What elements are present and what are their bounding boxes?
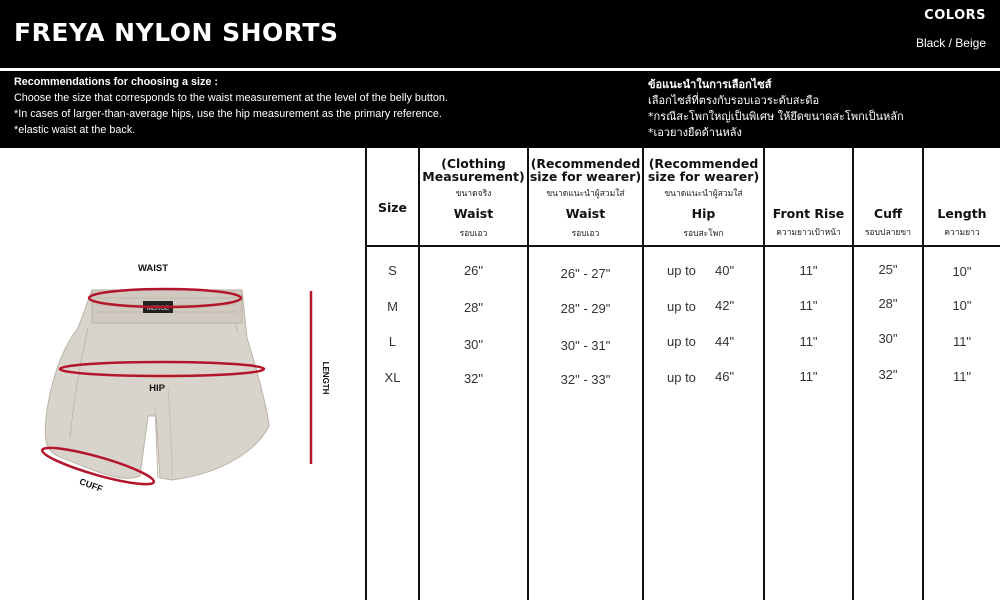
cell-length: 11" xyxy=(952,334,972,349)
column-header-cuff: Cuff รอบปลายขา xyxy=(864,206,911,238)
cell-size: XL xyxy=(384,370,401,385)
cuff-label: CUFF xyxy=(78,476,105,494)
cell-length: 10" xyxy=(952,298,972,313)
recommendation-line-thai: *เอวยางยืดด้านหลัง xyxy=(648,126,742,139)
cell-recommended-waist: 26" - 27" xyxy=(560,266,611,281)
cell-recommended-waist: 28" - 29" xyxy=(560,301,611,316)
cell-front-rise: 11" xyxy=(799,334,818,349)
cell-waist: 30" xyxy=(463,337,484,352)
cell-waist: 26" xyxy=(463,263,484,278)
cell-hip-prefix: up to xyxy=(667,263,696,278)
cell-cuff: 25" xyxy=(878,262,898,277)
cell-recommended-waist: 32" - 33" xyxy=(560,372,611,387)
colors-value: Black / Beige xyxy=(915,36,986,50)
cell-length: 11" xyxy=(952,369,972,384)
size-chart-table xyxy=(365,148,1000,600)
recommendation-line: *elastic waist at the back. xyxy=(14,124,136,136)
column-header-recommended-waist: (Recommended size for wearer) ขนาดแนะนำผู้สวมใส่ Waist รอบเอว xyxy=(529,156,642,239)
recommendation-line-thai: *กรณีสะโพกใหญ่เป็นพิเศษ ให้ยึดขนาดสะโพกเป็นหลัก xyxy=(648,110,904,123)
shorts-illustration xyxy=(0,148,365,600)
cell-waist: 32" xyxy=(463,371,484,386)
cell-cuff: 32" xyxy=(878,367,898,382)
recommendation-line: Choose the size that corresponds to the waist measurement at the level of the belly button. xyxy=(14,92,448,104)
cell-front-rise: 11" xyxy=(799,369,818,384)
recommendation-line: *In cases of larger-than-average hips, use the hip measurement as the primary reference. xyxy=(14,108,442,120)
product-title: FREYA NYLON SHORTS xyxy=(14,18,339,47)
cell-hip-prefix: up to xyxy=(667,299,696,314)
brand-tag-text: MERGE xyxy=(146,306,170,312)
cell-size: L xyxy=(388,334,397,349)
colors-heading: COLORS xyxy=(924,8,986,23)
cell-length: 10" xyxy=(952,264,972,279)
cell-cuff: 28" xyxy=(878,296,898,311)
cell-hip: 44" xyxy=(715,334,735,349)
cell-hip: 42" xyxy=(715,298,735,313)
length-label: LENGTH xyxy=(321,361,330,395)
cell-size: M xyxy=(387,299,398,314)
cell-hip-prefix: up to xyxy=(667,370,696,385)
cell-recommended-waist: 30" - 31" xyxy=(560,338,611,353)
cell-waist: 28" xyxy=(463,300,484,315)
header-bar xyxy=(0,0,1000,68)
column-header-length: Length ความยาว xyxy=(937,206,987,238)
recommendations-heading-thai: ข้อแนะนำในการเลือกไซส์ xyxy=(648,78,772,91)
cell-front-rise: 11" xyxy=(799,263,818,278)
cell-hip: 40" xyxy=(715,263,735,278)
cell-front-rise: 11" xyxy=(799,298,818,313)
cell-size: S xyxy=(388,263,397,278)
recommendations-panel xyxy=(0,71,1000,148)
header-row-divider xyxy=(365,245,1000,247)
column-header-waist-measurement: (Clothing Measurement) ขนาดจริง Waist รอบเอว xyxy=(422,156,525,239)
recommendations-thai xyxy=(648,77,904,141)
column-header-front-rise: Front Rise ความยาวเป้าหน้า xyxy=(772,206,845,238)
recommendation-line-thai: เลือกไซส์ที่ตรงกับรอบเอวระดับสะดือ xyxy=(648,94,820,107)
column-header-recommended-hip: (Recommended size for wearer) ขนาดแนะนำผู้สวมใส่ Hip รอบสะโพก xyxy=(647,156,760,239)
waist-label: WAIST xyxy=(137,263,169,274)
column-header-size: Size xyxy=(377,200,408,215)
cell-cuff: 30" xyxy=(878,331,898,346)
cell-hip: 46" xyxy=(715,369,735,384)
shorts-diagram xyxy=(0,148,365,600)
recommendations-english xyxy=(14,74,448,138)
recommendations-heading: Recommendations for choosing a size : xyxy=(14,76,218,88)
cell-hip-prefix: up to xyxy=(667,334,696,349)
hip-label: HIP xyxy=(149,383,165,394)
